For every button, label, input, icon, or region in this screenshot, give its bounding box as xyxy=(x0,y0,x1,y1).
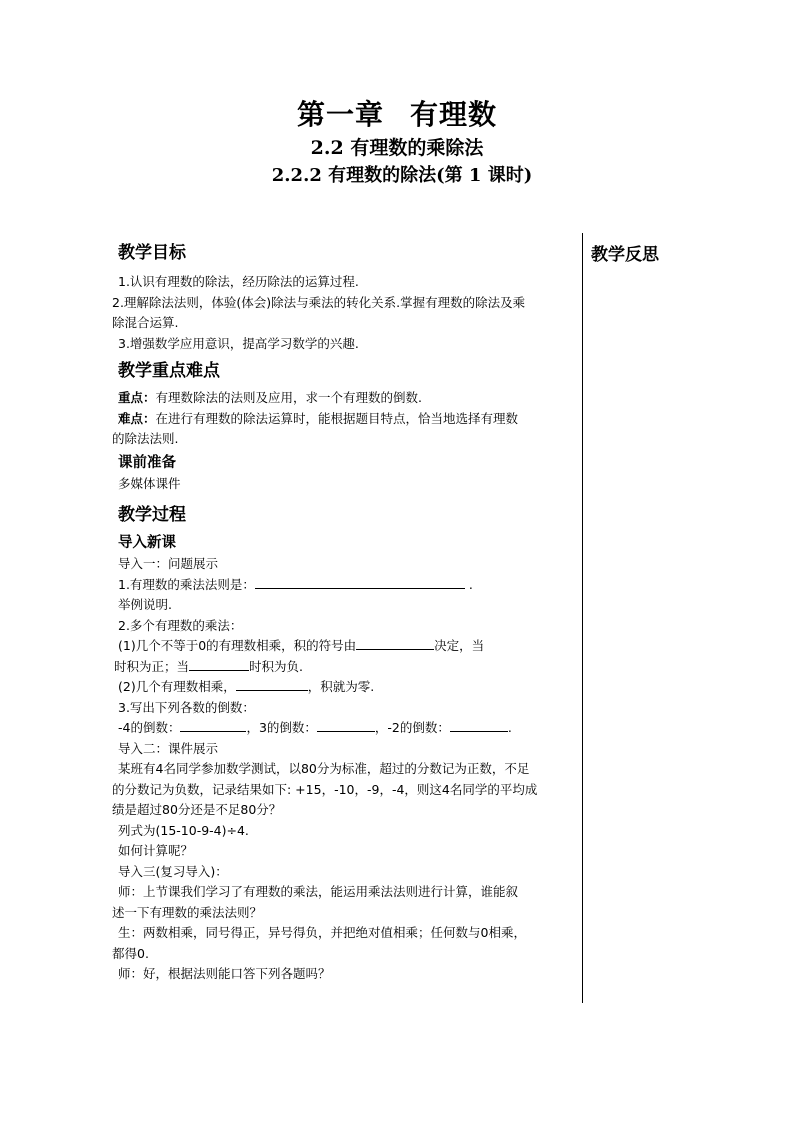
text-line: 列式为(15-10-9-4)÷4. xyxy=(118,822,249,838)
text-line: 3.写出下列各数的倒数： xyxy=(118,699,255,715)
text-line: 2.多个有理数的乘法： xyxy=(118,617,243,633)
text-line: 都得0. xyxy=(112,945,149,961)
chapter-title: 第一章 有理数 xyxy=(296,98,498,131)
text-line: 某班有4名同学参加数学测试，以80分为标准，超过的分数记为正数，不足 xyxy=(118,761,530,776)
text-line: 绩是超过80分还是不足80分？ xyxy=(112,802,282,817)
main-content xyxy=(112,240,578,985)
text-line: 师：上节课我们学习了有理数的乘法，能运用乘法法则进行计算，谁能叙 xyxy=(118,884,519,899)
intro-heading: 导入新课 xyxy=(118,535,176,551)
text-line: 导入一：问题展示 xyxy=(118,556,219,571)
prep-heading: 课前准备 xyxy=(118,454,176,471)
text-line: 如何计算呢？ xyxy=(118,843,194,858)
text-line: 生：两数相乘，同号得正，异号得负，并把绝对值相乘；任何数与0相乘， xyxy=(118,925,526,940)
text-line: 导入二：课件展示 xyxy=(118,740,219,756)
section-title: 2.2 有理数的乘除法 xyxy=(310,137,484,159)
text-line: 1.有理数的乘法法则是： . xyxy=(118,576,473,592)
text-line: 举例说明. xyxy=(118,597,172,612)
objective-item: 3.增强数学应用意识，提高学习数学的兴趣. xyxy=(118,335,359,351)
text-line: -4的倒数： ，3的倒数： ，-2的倒数： . xyxy=(118,720,512,735)
prep-text: 多媒体课件 xyxy=(118,475,181,491)
objective-item: 除混合运算. xyxy=(112,315,179,330)
key-point: 重点：有理数除法的法则及应用，求一个有理数的倒数. xyxy=(118,390,422,405)
subsection-title: 2.2.2 有理数的除法(第 1 课时) xyxy=(271,165,533,186)
objective-item: 2.理解除法法则，体验(体会)除法与乘法的转化关系.掌握有理数的除法及乘 xyxy=(112,294,526,310)
process-heading: 教学过程 xyxy=(118,505,186,525)
text-line: (2)几个有理数相乘， ，积就为零. xyxy=(118,679,375,694)
keypoints-heading: 教学重点难点 xyxy=(118,361,220,381)
text-line: 的分数记为负数，记录结果如下: +15，-10，-9，-4，则这4名同学的平均成 xyxy=(112,781,538,797)
title-block xyxy=(0,96,794,190)
reflection-heading: 教学反思 xyxy=(591,245,659,265)
hard-point: 难点：在进行有理数的除法运算时，能根据题目特点，恰当地选择有理数 xyxy=(118,410,519,426)
text-line: 导入三(复习导入)： xyxy=(118,863,228,879)
objective-item: 1.认识有理数的除法，经历除法的运算过程. xyxy=(118,274,359,289)
column-divider xyxy=(582,233,583,1003)
text-line: 述一下有理数的乘法法则？ xyxy=(112,904,263,920)
text-line: 师：好，根据法则能口答下列各题吗？ xyxy=(118,966,331,981)
text-line: 时积为正；当 时积为负. xyxy=(114,658,303,674)
text-line: (1)几个不等于0的有理数相乘，积的符号由 决定，当 xyxy=(118,638,485,653)
hard-point-cont: 的除法法则. xyxy=(112,431,179,446)
objectives-heading: 教学目标 xyxy=(118,243,186,263)
